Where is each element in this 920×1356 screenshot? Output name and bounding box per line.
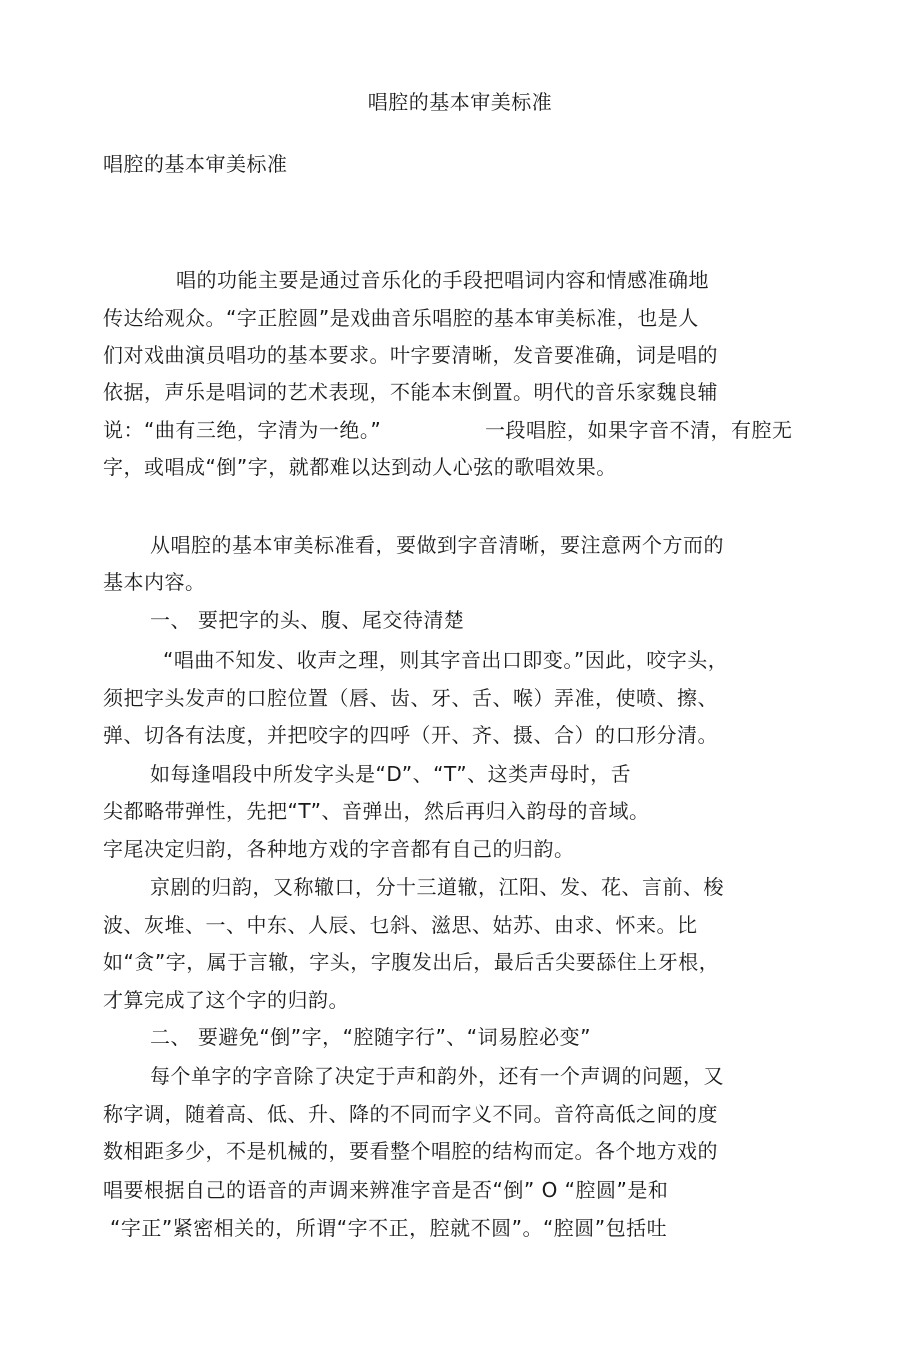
page-title: 唱腔的基本审美标准	[367, 90, 553, 114]
text-line: 从唱腔的基本审美标准看，要做到字音清晰，要注意两个方而的	[150, 533, 724, 557]
text-line: 说：“曲有三绝，字清为一绝。”	[103, 418, 382, 442]
text-line: 波、灰堆、一、中东、人辰、乜斜、滋思、姑苏、由求、怀来。比	[103, 913, 698, 937]
text-line: 唱的功能主要是通过音乐化的手段把唱词内容和情感准确地	[176, 268, 709, 292]
text-line: 基本内容。	[103, 570, 206, 594]
text-line: “唱曲不知发、收声之理，则其字音出口即变。”因此，咬字头，	[163, 648, 729, 672]
subtitle: 唱腔的基本审美标准	[103, 152, 288, 176]
text-line: 京剧的归韵，又称辙口，分十三道辙，江阳、发、花、言前、梭	[150, 875, 724, 899]
text-line: 须把字头发声的口腔位置（唇、齿、牙、舌、喉）弄准，使喷、擦、	[103, 686, 718, 710]
text-line: 唱要根据自己的语音的声调来辨准字音是否“倒” O “腔圆”是和	[103, 1178, 669, 1202]
text-line: 才算完成了这个字的归韵。	[103, 988, 349, 1012]
text-line: 字尾决定归韵，各种地方戏的字音都有自己的归韵。	[103, 837, 575, 861]
text-line: 尖都略带弹性，先把“T”、音弹出，然后再归入韵母的音域。	[103, 799, 650, 823]
text-line: “字正”紧密相关的，所谓“字不正，腔就不圆”。“腔圆”包括吐	[110, 1216, 668, 1240]
text-line: 每个单字的字音除了决定于声和韵外，还有一个声调的问题，又	[150, 1064, 724, 1088]
text-line: 字，或唱成“倒”字，就都难以达到动人心弦的歌唱效果。	[103, 455, 617, 479]
text-line: 数相距多少，不是机械的，要看整个唱腔的结构而定。各个地方戏的	[103, 1139, 718, 1163]
text-line: 弹、切各有法度，并把咬字的四呼（开、齐、摄、合）的口形分清。	[103, 723, 718, 747]
text-line: 如每逢唱段中所发字头是“D”、“T”、这类声母时，舌	[150, 762, 632, 786]
text-line: 一段唱腔，如果字音不清，有腔无	[485, 418, 793, 442]
section-heading: 二、 要避免“倒”字，“腔随字行”、“词易腔必变”	[150, 1025, 592, 1049]
text-line: 如“贪”字，属于言辙，字头，字腹发出后，最后舌尖要舔住上牙根，	[103, 950, 720, 974]
section-heading: 一、 要把字的头、腹、尾交待清楚	[150, 608, 465, 632]
text-line: 们对戏曲演员唱功的基本要求。叶字要清晰，发音要准确，词是唱的	[103, 343, 718, 367]
text-line: 传达给观众。“字正腔圆”是戏曲音乐唱腔的基本审美标准，也是人	[103, 306, 699, 330]
text-line: 称字调，随着高、低、升、降的不同而字义不同。音符高低之间的度	[103, 1102, 718, 1126]
text-line: 依据，声乐是唱词的艺术表现，不能本末倒置。明代的音乐家魏良辅	[103, 380, 718, 404]
